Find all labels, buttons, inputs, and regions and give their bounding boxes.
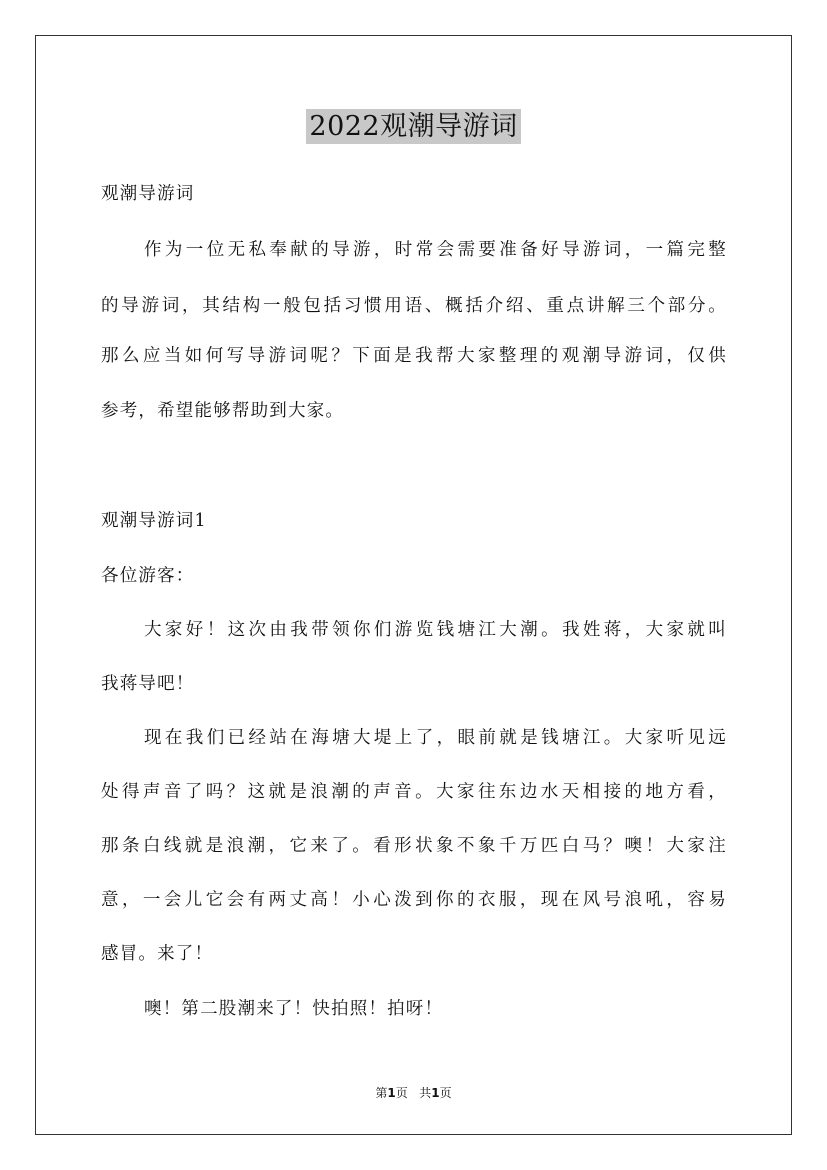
paragraph-line: 噢！第二股潮来了！快拍照！拍呀！ [144,999,444,1019]
document-title-text: 2022观潮导游词 [306,109,520,144]
paragraph-line: 参考，希望能够帮助到大家。 [101,401,345,421]
paragraph-line: 处得声音了吗？这就是浪潮的声音。大家往东边水天相接的地方看， [101,782,727,802]
footer-page-prefix: 第 [375,1086,388,1100]
section-heading: 观潮导游词 [101,184,195,204]
paragraph-line: 感冒。来了！ [101,944,214,964]
document-title [0,104,827,143]
paragraph-line: 大家好！这次由我带领你们游览钱塘江大潮。我姓蒋，大家就叫 [144,620,727,640]
greeting-line: 各位游客： [101,566,195,586]
footer-total-number: 1 [431,1086,440,1100]
paragraph-line: 意，一会儿它会有两丈高！小心泼到你的衣服，现在风号浪吼，容易 [101,890,727,910]
footer-page-number: 1 [387,1086,396,1100]
footer-page-suffix: 页 [395,1086,408,1100]
paragraph-line: 的导游词，其结构一般包括习惯用语、概括介绍、重点讲解三个部分。 [101,296,727,316]
paragraph-line: 那条白线就是浪潮，它来了。看形状象不象千万匹白马？噢！大家注 [101,836,727,856]
paragraph-line: 作为一位无私奉献的导游，时常会需要准备好导游词，一篇完整 [144,240,727,260]
section-heading: 观潮导游词1 [101,511,207,531]
paragraph-line: 现在我们已经站在海塘大堤上了，眼前就是钱塘江。大家听见远 [144,728,727,748]
paragraph-line: 我蒋导吧！ [101,674,195,694]
paragraph-line: 那么应当如何写导游词呢？下面是我帮大家整理的观潮导游词，仅供 [101,346,727,366]
footer-total-prefix: 共 [419,1086,432,1100]
page-footer [0,1084,827,1101]
footer-total-suffix: 页 [439,1086,452,1100]
